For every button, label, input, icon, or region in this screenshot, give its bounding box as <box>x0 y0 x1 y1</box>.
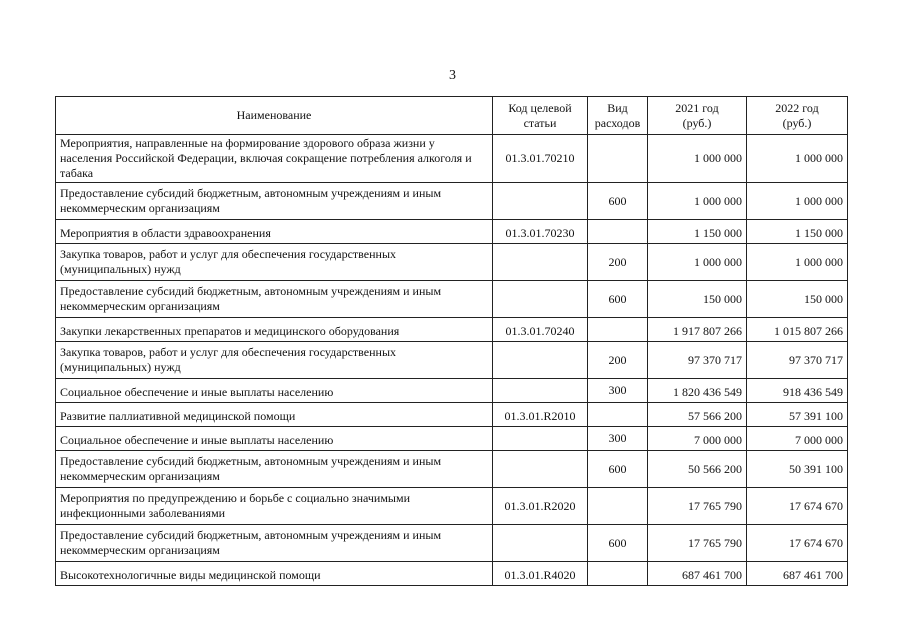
row-amount-2022: 1 000 000 <box>747 135 848 183</box>
table-row <box>56 342 848 379</box>
row-amount-2022: 918 436 549 <box>747 379 848 403</box>
row-code: 01.3.01.R4020 <box>493 562 588 586</box>
row-code <box>493 183 588 220</box>
table-row <box>56 220 848 244</box>
row-expense-type: 300 <box>588 379 648 403</box>
row-name: Высокотехнологичные виды медицинской помощи <box>56 562 493 586</box>
row-amount-2022: 687 461 700 <box>747 562 848 586</box>
row-amount-2021: 1 000 000 <box>648 135 747 183</box>
row-amount-2022: 17 674 670 <box>747 488 848 525</box>
row-code <box>493 244 588 281</box>
row-name: Закупка товаров, работ и услуг для обеспечения государственных (муниципальных) нужд <box>56 342 493 379</box>
table-row <box>56 525 848 562</box>
row-expense-type: 200 <box>588 342 648 379</box>
table-header-row <box>56 97 848 135</box>
row-amount-2021: 150 000 <box>648 281 747 318</box>
row-code: 01.3.01.70230 <box>493 220 588 244</box>
row-amount-2021: 57 566 200 <box>648 403 747 427</box>
row-name: Закупки лекарственных препаратов и медицинского оборудования <box>56 318 493 342</box>
row-expense-type <box>588 403 648 427</box>
header-expense-type: Вид расходов <box>588 97 648 135</box>
row-amount-2021: 687 461 700 <box>648 562 747 586</box>
row-name: Мероприятия по предупреждению и борьбе с социально значимыми инфекционными заболеваниями <box>56 488 493 525</box>
row-amount-2022: 7 000 000 <box>747 427 848 451</box>
row-amount-2021: 1 150 000 <box>648 220 747 244</box>
row-amount-2022: 150 000 <box>747 281 848 318</box>
row-expense-type <box>588 318 648 342</box>
row-code: 01.3.01.R2010 <box>493 403 588 427</box>
row-amount-2022: 1 000 000 <box>747 244 848 281</box>
row-expense-type: 600 <box>588 525 648 562</box>
row-amount-2021: 97 370 717 <box>648 342 747 379</box>
row-amount-2021: 1 000 000 <box>648 244 747 281</box>
row-expense-type: 600 <box>588 183 648 220</box>
table-row <box>56 451 848 488</box>
table-row <box>56 135 848 183</box>
header-2021: 2021 год (руб.) <box>648 97 747 135</box>
row-amount-2022: 17 674 670 <box>747 525 848 562</box>
row-expense-type: 600 <box>588 281 648 318</box>
row-code <box>493 379 588 403</box>
row-name: Социальное обеспечение и иные выплаты населению <box>56 379 493 403</box>
row-code <box>493 281 588 318</box>
row-name: Предоставление субсидий бюджетным, автономным учреждениям и иным некоммерческим организациям <box>56 525 493 562</box>
table-row <box>56 244 848 281</box>
header-2022: 2022 год (руб.) <box>747 97 848 135</box>
row-name: Предоставление субсидий бюджетным, автономным учреждениям и иным некоммерческим организациям <box>56 183 493 220</box>
row-amount-2022: 57 391 100 <box>747 403 848 427</box>
row-expense-type <box>588 562 648 586</box>
row-amount-2021: 1 000 000 <box>648 183 747 220</box>
row-name: Социальное обеспечение и иные выплаты населению <box>56 427 493 451</box>
row-amount-2022: 50 391 100 <box>747 451 848 488</box>
row-amount-2022: 1 000 000 <box>747 183 848 220</box>
page-number: 3 <box>449 68 456 83</box>
budget-table <box>55 96 848 586</box>
row-amount-2021: 1 917 807 266 <box>648 318 747 342</box>
row-expense-type: 300 <box>588 427 648 451</box>
row-expense-type <box>588 135 648 183</box>
table-row <box>56 403 848 427</box>
row-name: Мероприятия в области здравоохранения <box>56 220 493 244</box>
row-amount-2021: 7 000 000 <box>648 427 747 451</box>
table-row <box>56 379 848 403</box>
row-amount-2022: 1 015 807 266 <box>747 318 848 342</box>
row-amount-2021: 17 765 790 <box>648 525 747 562</box>
row-amount-2021: 1 820 436 549 <box>648 379 747 403</box>
table-row <box>56 281 848 318</box>
table-row <box>56 427 848 451</box>
row-name: Мероприятия, направленные на формирование здорового образа жизни у населения Российской Федерации, включая сокращение потребления алкоголя и табака <box>56 135 493 183</box>
header-code: Код целевой статьи <box>493 97 588 135</box>
table-row <box>56 183 848 220</box>
row-code <box>493 427 588 451</box>
table-row <box>56 488 848 525</box>
row-code: 01.3.01.R2020 <box>493 488 588 525</box>
row-expense-type: 600 <box>588 451 648 488</box>
row-expense-type <box>588 488 648 525</box>
row-amount-2022: 1 150 000 <box>747 220 848 244</box>
row-name: Развитие паллиативной медицинской помощи <box>56 403 493 427</box>
header-name: Наименование <box>56 97 493 135</box>
row-amount-2021: 50 566 200 <box>648 451 747 488</box>
row-code <box>493 451 588 488</box>
row-code <box>493 525 588 562</box>
table-row <box>56 318 848 342</box>
row-name: Закупка товаров, работ и услуг для обеспечения государственных (муниципальных) нужд <box>56 244 493 281</box>
row-amount-2021: 17 765 790 <box>648 488 747 525</box>
row-code: 01.3.01.70210 <box>493 135 588 183</box>
row-code <box>493 342 588 379</box>
row-code: 01.3.01.70240 <box>493 318 588 342</box>
row-name: Предоставление субсидий бюджетным, автономным учреждениям и иным некоммерческим организациям <box>56 451 493 488</box>
row-expense-type: 200 <box>588 244 648 281</box>
row-amount-2022: 97 370 717 <box>747 342 848 379</box>
row-name: Предоставление субсидий бюджетным, автономным учреждениям и иным некоммерческим организациям <box>56 281 493 318</box>
table-row <box>56 562 848 586</box>
row-expense-type <box>588 220 648 244</box>
